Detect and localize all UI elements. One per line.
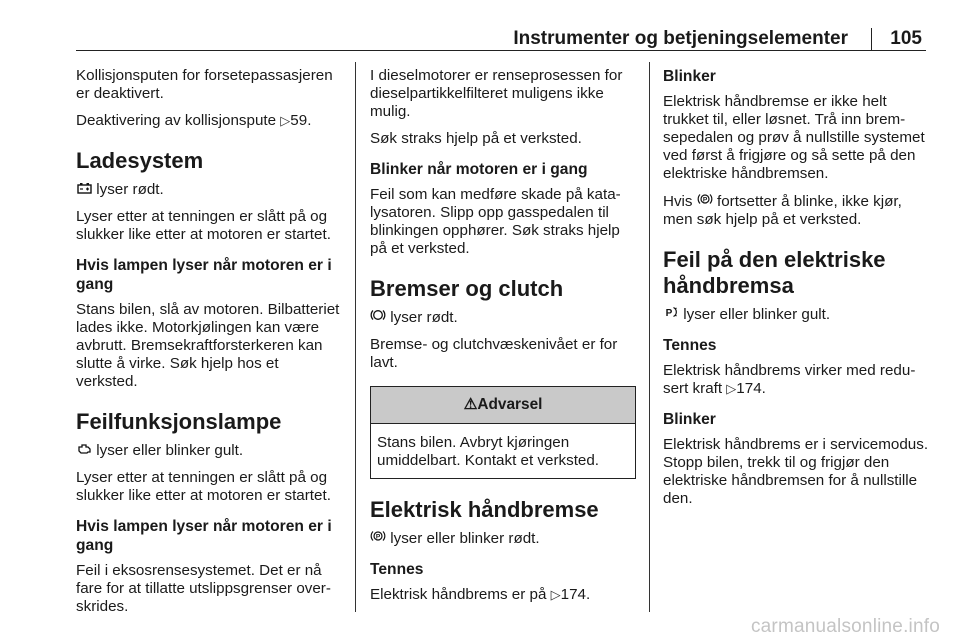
watermark: carmanualsonline.info [750,616,940,637]
subsection-heading: Blinker når motoren er i gang [370,161,588,178]
svg-text:P: P [665,308,673,319]
page-reference[interactable]: 174. [736,380,766,397]
paragraph-text: Elektrisk håndbrems er på [370,586,551,603]
paragraph [76,112,342,130]
parking-brake-fault-icon [663,305,679,323]
svg-text:P: P [702,196,707,204]
brake-icon [370,308,386,326]
subsection-heading: Hvis lampen lyser når motoren er i gang [76,257,332,293]
section-heading-feilfunksjonslampe: Feilfunksjonslampe [76,409,282,434]
warning-text: Stans bilen. Avbryt kjøringen umiddelbart. Kontakt et verksted. [377,434,600,469]
paragraph-text: fortsetter å blinke, ikke kjør, men søk hjelp på et verksted. [663,193,902,228]
paragraph-text: Hvis [663,193,697,210]
paragraph-text: Elektrisk håndbrems virker med redusert kraft [663,362,916,397]
paragraph: Kollisjonsputen for forsetepassasjeren er deaktivert. [76,67,333,102]
subsection-heading: Hvis lampen lyser når motoren er i gang [76,518,332,554]
indicator-line [76,180,342,199]
battery-icon [76,180,92,198]
parking-brake-icon [697,192,713,210]
subsection-heading: Blinker [663,68,716,85]
column-middle [370,67,636,613]
warning-icon: ⚠ [463,396,478,413]
engine-icon [76,441,92,459]
paragraph-text: Deaktivering av kollisjonspute [76,112,281,129]
paragraph: Bremse- og clutchvæskenivået er for lavt. [370,336,618,371]
paragraph: I dieselmotorer er renseprosessen for dieselpartikkelfilteret muligens ikke mulig. [370,67,623,120]
subsection-heading: Tennes [370,561,424,578]
indicator-status: lyser eller blinker gult. [96,442,244,459]
page-number: 105 [890,28,922,49]
indicator-status: lyser eller blinker rødt. [390,530,540,547]
column-right [663,67,929,517]
page-reference-arrow-icon: ▷ [726,381,737,396]
section-heading-elektrisk-handbremse: Elektrisk håndbremse [370,497,599,522]
page-reference[interactable]: 59. [290,112,312,129]
indicator-line [370,529,636,548]
warning-header [371,387,635,424]
paragraph: Lyser etter at tenningen er slått på og slukker like etter at motoren er startet. [76,208,331,243]
indicator-status: lyser rødt. [390,309,458,326]
column-left [76,67,342,625]
section-heading-bremser: Bremser og clutch [370,276,564,301]
paragraph [370,586,636,604]
paragraph: Elektrisk håndbremse er ikke helt trukket til, eller løsnet. Trå inn bremsepedalen og prøv å nullstille systemet ved først å frigjøre og så sette på den elektriske håndbremsen. [663,93,925,182]
paragraph [663,362,929,398]
warning-title: Advarsel [477,396,543,413]
indicator-line [76,441,342,460]
svg-text:P: P [375,533,381,541]
header-divider [871,28,872,50]
paragraph: Søk straks hjelp på et verksted. [370,130,582,147]
indicator-status: lyser rødt. [96,181,164,198]
paragraph: Elektrisk håndbrems er i servicemodus. Stopp bilen, trekk til og frigjør den elektriske håndbremsen for å nullstille den. [663,436,929,507]
page-reference[interactable]: 174. [560,586,591,603]
section-heading-feil-handbremsa: Feil på den elektriske håndbremsa [663,247,886,298]
paragraph: Feil i eksosrensesystemet. Det er nå fare for at tillatte utslippsgrenser overskrides. [76,562,331,615]
column-divider [649,62,650,612]
page-reference-arrow-icon: ▷ [280,113,291,128]
page-header [0,0,960,56]
page-reference-arrow-icon: ▷ [550,587,561,602]
page-title: Instrumenter og betjeningselementer [513,28,848,49]
paragraph [663,192,929,229]
indicator-line [663,305,929,324]
paragraph: Feil som kan medføre skade på katalysatoren. Slipp opp gasspedalen til blinkingen opphører. Søk straks hjelp på et verksted. [370,186,621,257]
header-rule [76,50,926,51]
section-heading-ladesystem: Ladesystem [76,148,204,173]
column-divider [355,62,356,612]
subsection-heading: Blinker [663,411,716,428]
warning-box [370,386,636,479]
parking-brake-icon [370,529,386,547]
paragraph: Stans bilen, slå av motoren. Bilbatteriet lades ikke. Motorkjølingen kan være avbrutt. Bremsekraftforsterkeren kan slutte å virke. Søk hjelp hos et verksted. [76,301,340,390]
subsection-heading: Tennes [663,337,717,354]
paragraph: Lyser etter at tenningen er slått på og slukker like etter at motoren er startet. [76,469,331,504]
indicator-line [370,308,636,327]
indicator-status: lyser eller blinker gult. [683,306,831,323]
